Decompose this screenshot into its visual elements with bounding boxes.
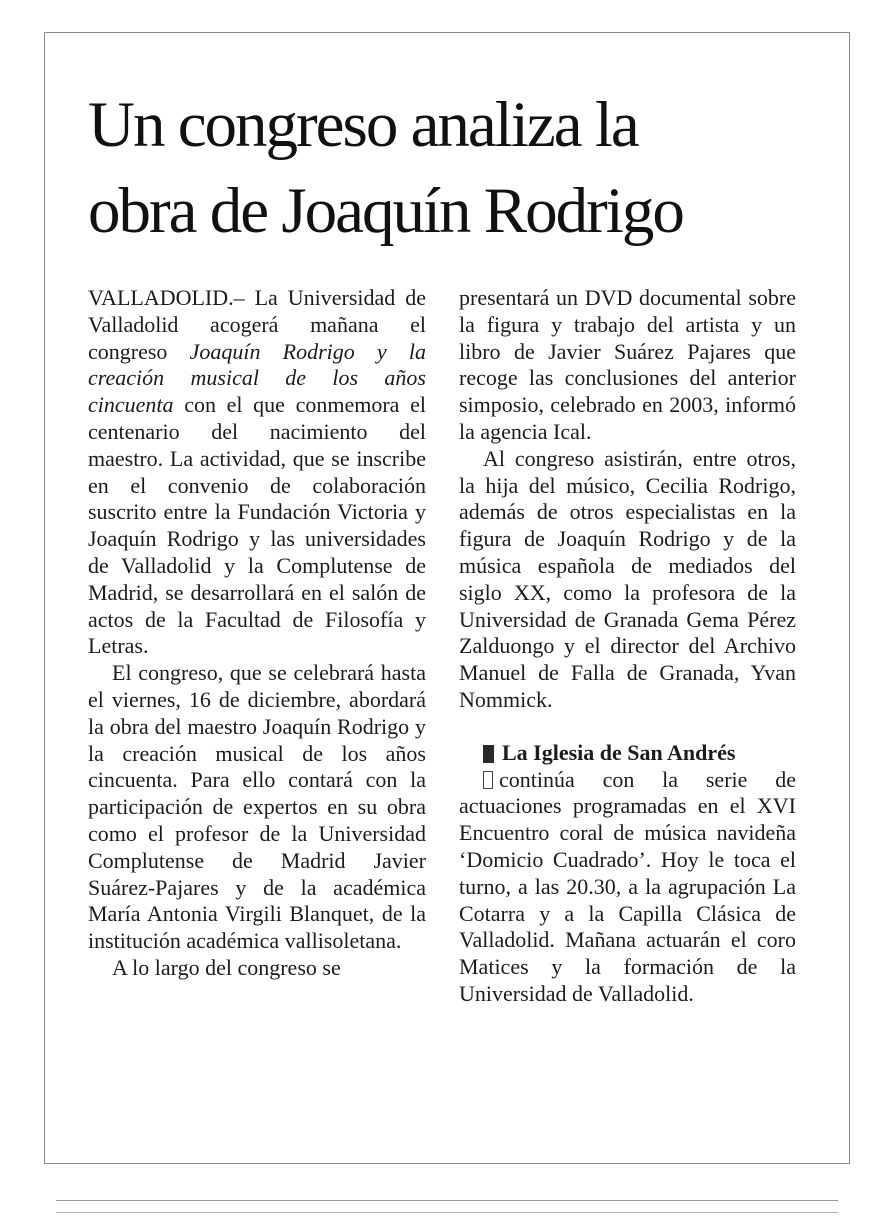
paragraph-intro <box>88 285 426 660</box>
intro-text-start: VALLADOLID.– La Universidad de Valladolid acogerá mañana el congreso <box>88 285 426 364</box>
paragraph-brief <box>459 767 796 1008</box>
article-headline <box>88 82 828 254</box>
congress-title-italic: Joaquín Rodrigo y la creación musical de los años cincuenta <box>88 338 426 418</box>
square-bullet-icon <box>483 745 494 763</box>
paragraph-congress: El congreso, que se celebrará hasta el viernes, 16 de diciembre, abordará la obra del maestro Joaquín Rodrigo y la creación musical de los años cincuenta. Para ello contará con la participación de expertos en su obra como el profesor de la Universidad Complutense de Madrid Javier Suárez-Pajares y de la académica María Antonia Virgili Blanquet, de la institución académica vallisoletana. <box>88 660 426 954</box>
intro-text-end: con el que conmemora el centenario del nacimiento del maestro. La actividad, que se inscribe en el convenio de colaboración suscrito entre la Fundación Victoria y Joaquín Rodrigo y las universidades de Valladolid y la Complutense de Madrid, se desarrollará en el salón de actos de la Facultad de Filosofía y Letras. <box>88 392 426 659</box>
brief-heading <box>459 740 796 767</box>
bottom-rule-2 <box>56 1212 838 1213</box>
brief-subhead: La Iglesia de San Andrés <box>502 739 736 765</box>
section-spacer <box>459 714 796 740</box>
headline-line-2: obra de Joaquín Rodrigo <box>88 175 683 247</box>
paragraph-dvd: presentará un DVD documental sobre la figura y trabajo del artista y un libro de Javier Suárez Pajares que recoge las conclusiones del anterior simposio, celebrado en 2003, informó la agencia Ical. <box>459 285 796 444</box>
headline-line-1: Un congreso analiza la <box>88 89 638 161</box>
paragraph-attendees: Al congreso asistirán, entre otros, la hija del músico, Cecilia Rodrigo, además de otros especialistas en la figura de Joaquín Rodrigo y de la música española de mediados del siglo XX, como la profesora de la Universidad de Granada Gema Pérez Zalduongo y el director del Archivo Manuel de Falla de Granada, Yvan Nommick. <box>459 445 796 712</box>
box-bullet-icon <box>483 771 493 789</box>
bottom-rule-1 <box>56 1200 838 1201</box>
paragraph-continuation: A lo largo del congreso se <box>112 954 341 980</box>
right-column <box>459 285 796 1008</box>
brief-text: continúa con la serie de actuaciones programadas en el XVI Encuentro coral de música navideña ‘Domicio Cuadrado’. Hoy le toca el turno, a las 20.30, a la agrupación La Cotarra y a la Capilla Clásica de Valladolid. Mañana actuarán el coro Matices y la formación de la Universidad de Valladolid. <box>459 766 796 1006</box>
left-column <box>88 285 426 982</box>
